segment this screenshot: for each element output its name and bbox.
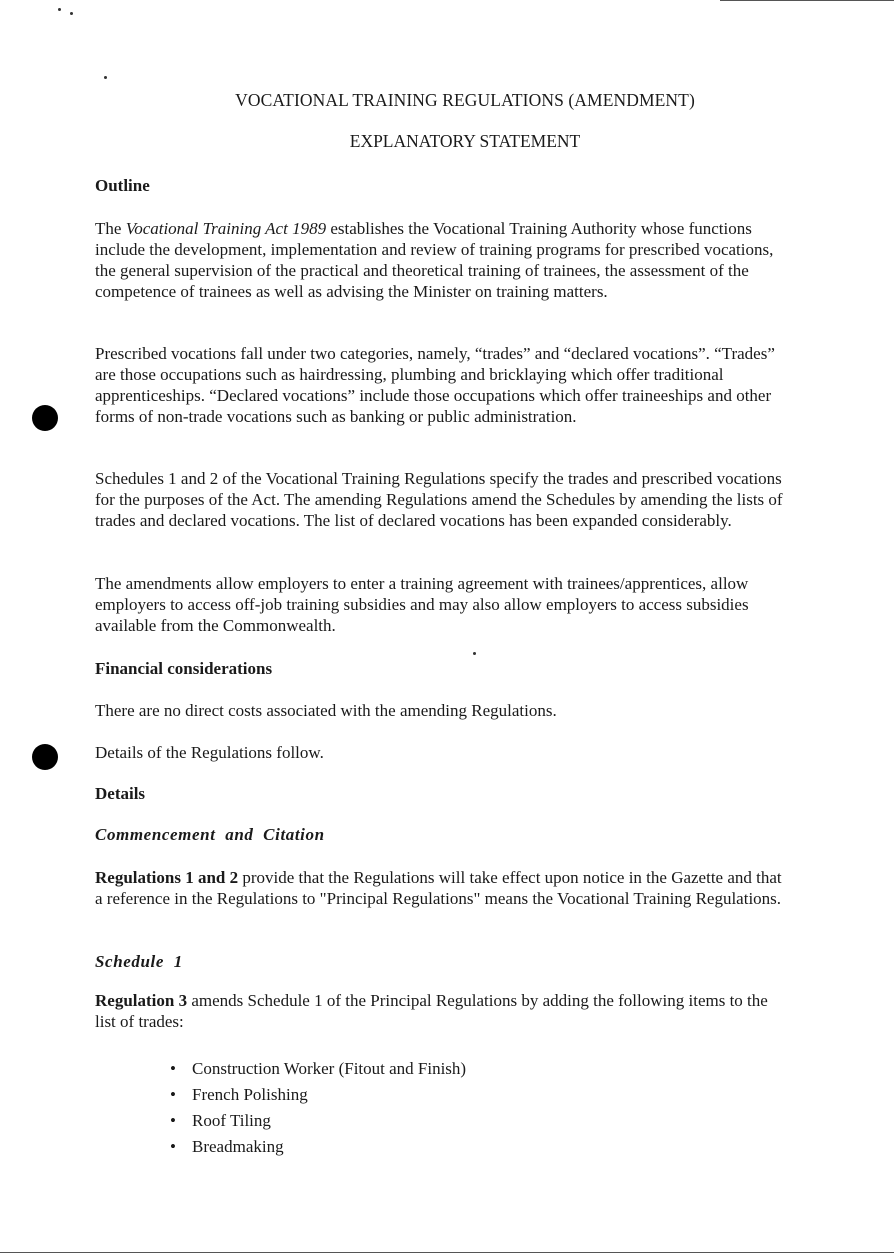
scan-speck <box>70 12 73 15</box>
details-heading: Details <box>95 784 146 803</box>
list-item: • Breadmaking <box>170 1134 466 1160</box>
document-subtitle: EXPLANATORY STATEMENT <box>349 131 581 151</box>
document-title: VOCATIONAL TRAINING REGULATIONS (AMENDMENT) <box>235 90 695 110</box>
scan-top-edge <box>720 0 894 1</box>
list-item: • French Polishing <box>170 1082 466 1108</box>
list-item: • Construction Worker (Fitout and Finish) <box>170 1056 466 1082</box>
regulation-3-paragraph <box>95 990 785 1032</box>
schedule-1-heading: Schedule 1 <box>95 952 183 971</box>
outline-paragraph-4: The amendments allow employers to enter a training agreement with trainees/apprentices, allow employers to access off-job training subsidies and may also allow employers to access subsidies available from the Commonwealth. <box>95 574 749 635</box>
outline-paragraph-2: Prescribed vocations fall under two categories, namely, “trades” and “declared vocations”. “Trades” are those occupations such as hairdressing, plumbing and bricklaying which offer traditional apprenticeships. “Declared vocations” include those occupations which offer traineeships and other forms of non-trade vocations such as banking or public administration. <box>95 344 775 426</box>
scan-speck <box>58 8 61 11</box>
financial-paragraph-2: Details of the Regulations follow. <box>95 743 324 762</box>
punch-hole-bottom <box>32 744 58 770</box>
financial-paragraph-1: There are no direct costs associated with the amending Regulations. <box>95 701 557 720</box>
text-run: The <box>95 219 126 238</box>
outline-heading: Outline <box>95 176 150 195</box>
text-run: establishes the Vocational Training Authority whose functions include the development, implementation and review of training programs for prescribed vocations, the general supervision of the practical and theoretical training of trainees, the assessment of the competence of trainees as well as advising the Minister on training matters. <box>95 219 774 301</box>
regulations-1-2-paragraph <box>95 867 785 909</box>
trades-list <box>170 1056 466 1160</box>
regulation-ref: Regulations 1 and 2 <box>95 868 239 887</box>
outline-paragraph-1 <box>95 218 785 302</box>
outline-paragraph-3: Schedules 1 and 2 of the Vocational Training Regulations specify the trades and prescribed vocations for the purposes of the Act. The amending Regulations amend the Schedules by amending the lists of trades and declared vocations. The list of declared vocations has been expanded considerably. <box>95 469 783 530</box>
list-item: • Roof Tiling <box>170 1108 466 1134</box>
text-run: provide that the Regulations will take effect upon notice in the Gazette and that a reference in the Regulations to "Principal Regulations" means the Vocational Training Regulations. <box>95 868 782 908</box>
punch-hole-top <box>32 405 58 431</box>
regulation-ref: Regulation 3 <box>95 991 188 1010</box>
scan-speck <box>104 76 107 79</box>
financial-heading: Financial considerations <box>95 659 273 678</box>
scan-bottom-edge <box>0 1252 894 1253</box>
commencement-heading: Commencement and Citation <box>95 825 325 844</box>
scan-speck <box>473 652 476 655</box>
text-run: amends Schedule 1 of the Principal Regulations by adding the following items to the list of trades: <box>95 991 768 1031</box>
act-name: Vocational Training Act 1989 <box>125 219 327 238</box>
